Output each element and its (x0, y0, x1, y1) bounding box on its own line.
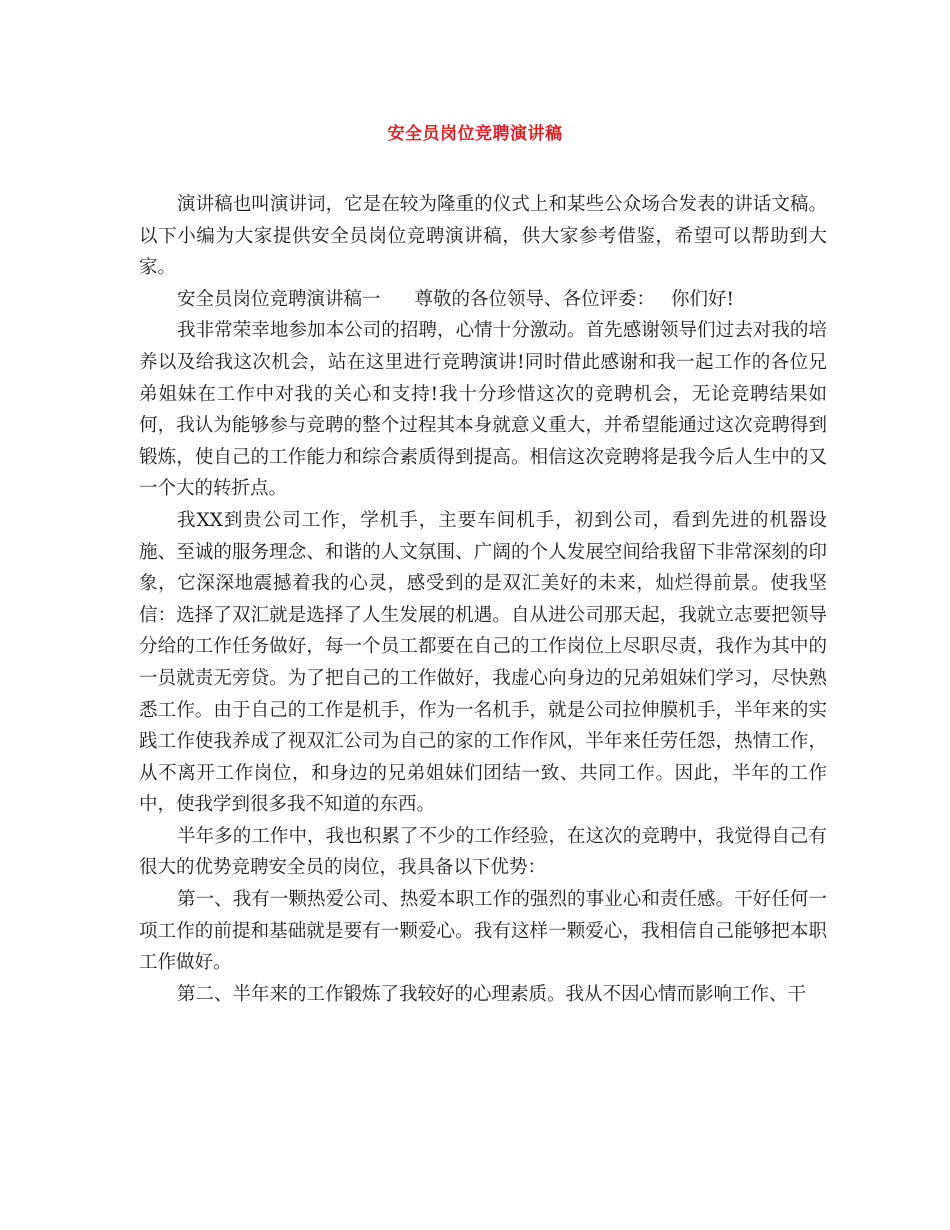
paragraph-advantage-2: 第二、半年来的工作锻炼了我较好的心理素质。我从不因心情而影响工作、干 (177, 983, 807, 1005)
paragraph-thanks: 我非常荣幸地参加本公司的招聘，心情十分激动。首先感谢领导们过去对我的培养以及给我这次机会，站在这里进行竞聘演讲!同时借此感谢和我一起工作的各位兄弟姐妹在工作中对我的关心和支持!我十分珍惜这次的竞聘机会，无论竞聘结果如何，我认为能够参与竞聘的整个过程其本身就意义重大，并希望能通过这次竞聘得到锻炼，使自己的工作能力和综合素质得到提高。相信这次竞聘将是我今后人生中的又一个大的转折点。 (139, 320, 827, 500)
paragraph-advantages-intro: 半年多的工作中，我也积累了不少的工作经验，在这次的竞聘中，我觉得自己有很大的优势竞聘安全员的岗位，我具备以下优势： (139, 825, 827, 879)
greeting: 你们好! (671, 288, 734, 310)
paragraph-experience: 我XX到贵公司工作，学机手，主要车间机手，初到公司，看到先进的机器设施、至诚的服务理念、和谐的人文氛围、广阔的个人发展空间给我留下非常深刻的印象，它深深地震撼着我的心灵，感受到的是双汇美好的未来，灿烂得前景。使我坚信：选择了双汇就是选择了人生发展的机遇。自从进公司那天起，我就立志要把领导分给的工作任务做好，每一个员工都要在自己的工作岗位上尽职尽责，我作为其中的一员就责无旁贷。为了把自己的工作做好，我虚心向身边的兄弟姐妹们学习，尽快熟悉工作。由于自己的工作是机手，作为一名机手，就是公司拉伸膜机手，半年来的实践工作使我养成了视双汇公司为自己的家的工作作风，半年来任劳任怨，热情工作，从不离开工作岗位，和身边的兄弟姐妹们团结一致、共同工作。因此，半年的工作中，使我学到很多我不知道的东西。 (139, 509, 827, 816)
document-body (139, 189, 827, 1010)
salutation: 尊敬的各位领导、各位评委： (414, 288, 656, 310)
speech-heading: 安全员岗位竞聘演讲稿一 (177, 288, 381, 310)
opening-line (139, 284, 827, 316)
paragraph-intro: 演讲稿也叫演讲词，它是在较为隆重的仪式上和某些公众场合发表的讲话文稿。以下小编为大家提供安全员岗位竞聘演讲稿，供大家参考借鉴，希望可以帮助到大家。 (139, 194, 827, 279)
paragraph-advantage-1: 第一、我有一颗热爱公司、热爱本职工作的强烈的事业心和责任感。干好任何一项工作的前提和基础就是要有一颗爱心。我有这样一颗爱心，我相信自己能够把本职工作做好。 (139, 889, 827, 974)
document-title: 安全员岗位竞聘演讲稿 (387, 124, 563, 144)
